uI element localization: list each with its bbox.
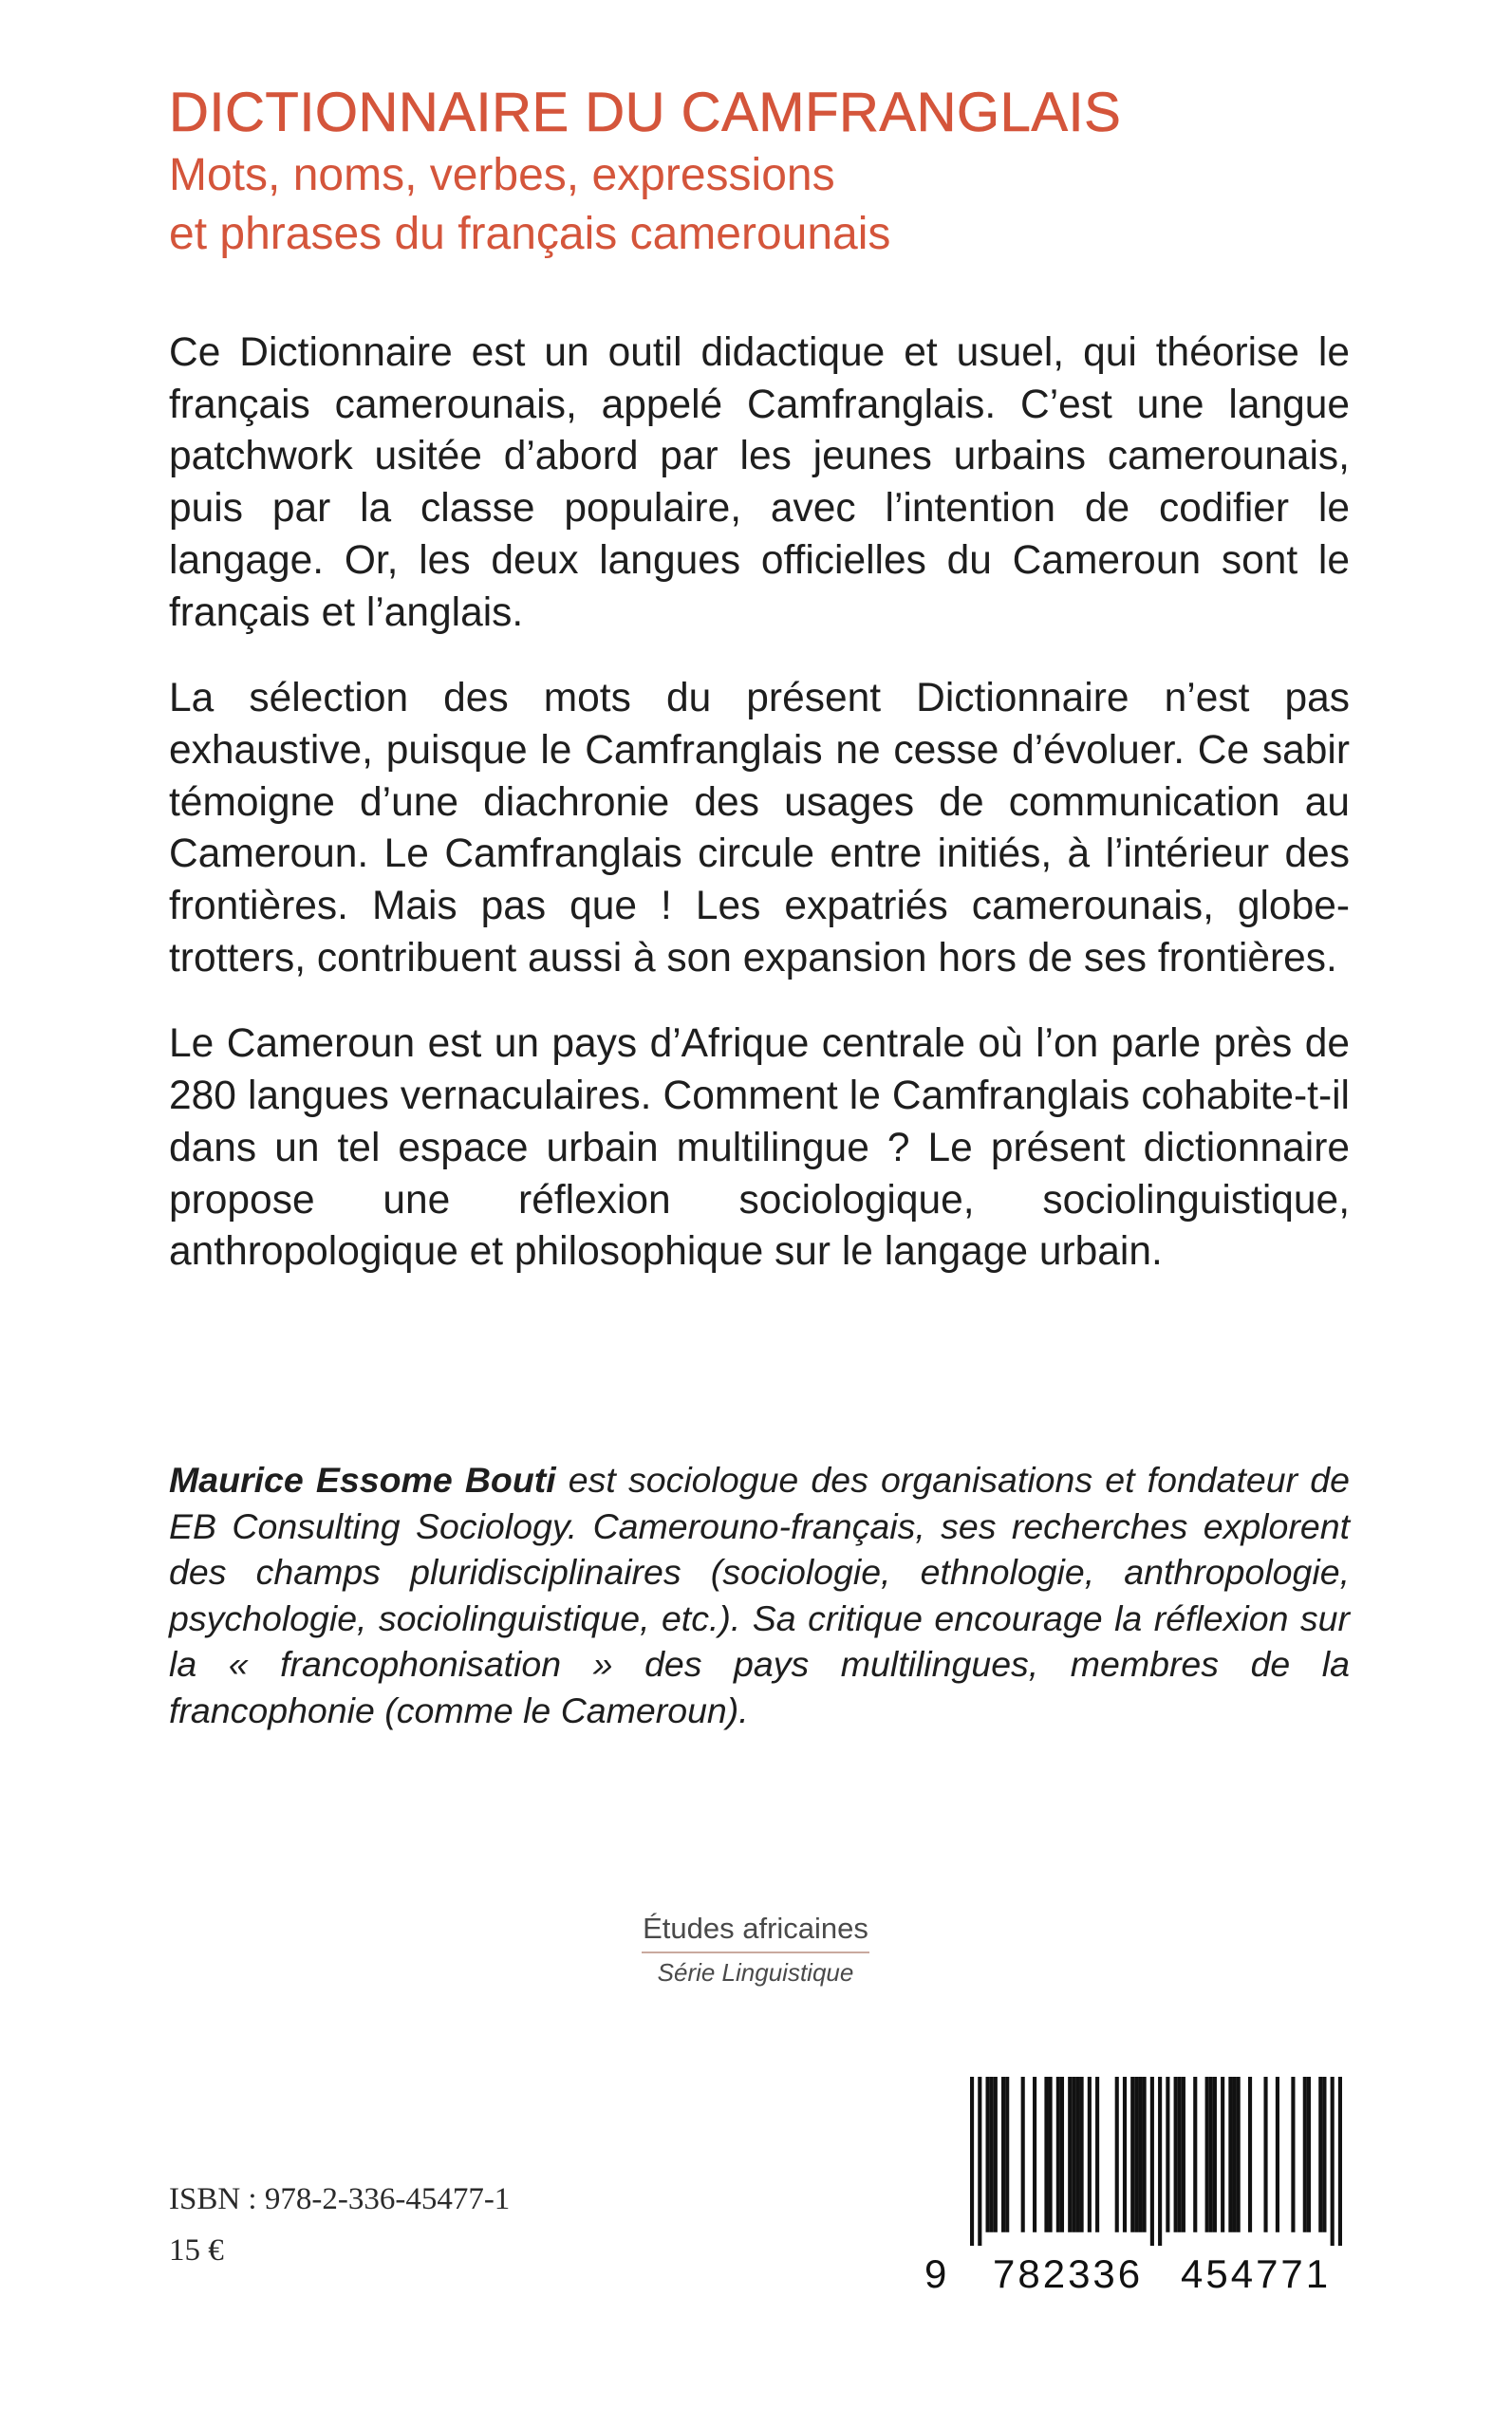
barcode-bar	[1174, 2077, 1178, 2232]
barcode-right-group: 454771	[1181, 2251, 1332, 2296]
barcode-bar	[1158, 2077, 1162, 2246]
barcode-bar	[1228, 2077, 1232, 2232]
barcode-bar	[1237, 2077, 1241, 2232]
book-subtitle-line-1: Mots, noms, verbes, expressions	[169, 150, 835, 200]
barcode-bar	[1088, 2077, 1092, 2232]
barcode-bar	[990, 2077, 994, 2232]
barcode-bar	[1221, 2077, 1224, 2232]
barcode-bar	[1060, 2077, 1064, 2232]
barcode-bar	[1166, 2077, 1169, 2232]
barcode	[923, 2077, 1346, 2308]
barcode-bar	[1318, 2077, 1322, 2232]
barcode-bar	[1130, 2077, 1134, 2232]
barcode-bar	[1072, 2077, 1075, 2232]
barcode-bar	[1307, 2077, 1311, 2232]
blurb	[169, 327, 1350, 1313]
author-name: Maurice Essome Bouti	[169, 1460, 556, 1500]
barcode-bar	[970, 2077, 974, 2246]
barcode-bar	[1056, 2077, 1060, 2232]
barcode-bar	[1075, 2077, 1079, 2232]
barcode-bar	[1193, 2077, 1197, 2232]
author-bio-text: est sociologue des organisations et fondateur de EB Consulting Sociology. Camerouno-français, ses recherches explorent des champs pluridisciplinaires (sociologie, ethnologie, anthropologie, psychologie, sociolinguistique, etc.). Sa critique encourage la réflexion sur la « francophonisation » des pays multilingues, membres de la francophonie (comme le Cameroun).	[169, 1460, 1350, 1730]
blurb-paragraph-2: La sélection des mots du présent Dictionnaire n’est pas exhaustive, puisque le Camfranglais ne cesse d’évoluer. Ce sabir témoigne d’une diachronie des usages de communication au Cameroun. Le Camfranglais circule entre initiés, à l’intérieur des frontières. Mais pas que ! Les expatriés camerounais, globe-trotters, contribuent aussi à son expansion hors de ses frontières.	[169, 676, 1350, 980]
title-block	[169, 80, 1346, 264]
barcode-first-digit: 9	[924, 2251, 947, 2296]
barcode-bar	[1331, 2077, 1335, 2246]
barcode-bar	[1033, 2077, 1036, 2232]
blurb-paragraph-3: Le Cameroun est un pays d’Afrique centrale où l’on parle près de 280 langues vernaculaires. Comment le Camfranglais cohabite-t-il dans un tel espace urbain multilingue ? Le présent dictionnaire propose une réflexion sociologique, sociolinguistique, anthropologique et philosophique sur le langage urbain.	[169, 1021, 1350, 1275]
author-bio	[169, 1457, 1350, 1734]
blurb-paragraph-1: Ce Dictionnaire est un outil didactique et usuel, qui théorise le français camerounais, appelé Camfranglais. C’est une langue patchwork usitée d’abord par les jeunes urbains camerounais, puis par la classe populaire, avec l’intention de codifier le langage. Or, les deux langues officielles du Cameroun sont le français et l’anglais.	[169, 330, 1350, 635]
barcode-bar	[1021, 2077, 1025, 2232]
barcode-bar	[1150, 2077, 1154, 2246]
barcode-bar	[1303, 2077, 1307, 2232]
barcode-bar	[1095, 2077, 1099, 2232]
barcode-bar	[1322, 2077, 1326, 2232]
barcode-bar	[1134, 2077, 1138, 2232]
book-subtitle-line-2: et phrases du français camerounais	[169, 209, 891, 259]
barcode-bar	[1115, 2077, 1119, 2232]
series-block	[607, 1910, 904, 1991]
barcode-digits	[923, 2246, 1346, 2303]
barcode-bar	[1080, 2077, 1084, 2232]
publication-info	[169, 2174, 510, 2276]
barcode-bar	[1138, 2077, 1142, 2232]
barcode-bars-icon	[970, 2077, 1342, 2246]
series-name: Études africaines	[643, 1912, 868, 1945]
barcode-bar	[1213, 2077, 1217, 2232]
barcode-bar	[1001, 2077, 1005, 2232]
barcode-bar	[1248, 2077, 1252, 2232]
barcode-bar	[994, 2077, 998, 2232]
barcode-bar	[1178, 2077, 1182, 2232]
price: 15 €	[169, 2233, 224, 2268]
barcode-bar	[1005, 2077, 1009, 2232]
barcode-bar	[1263, 2077, 1267, 2232]
barcode-bar	[1049, 2077, 1053, 2232]
barcode-bar	[1205, 2077, 1209, 2232]
barcode-bar	[1276, 2077, 1279, 2232]
barcode-bar	[1209, 2077, 1213, 2232]
barcode-bar	[1338, 2077, 1342, 2246]
barcode-bar	[1068, 2077, 1072, 2232]
series-subtitle: Série Linguistique	[657, 1958, 854, 1987]
barcode-bar	[1044, 2077, 1048, 2232]
barcode-bar	[1123, 2077, 1127, 2232]
barcode-bar	[1291, 2077, 1295, 2232]
barcode-bar	[978, 2077, 981, 2246]
barcode-bar	[1182, 2077, 1185, 2232]
barcode-bar	[1232, 2077, 1236, 2232]
isbn-number: ISBN : 978-2-336-45477-1	[169, 2182, 511, 2216]
book-title: DICTIONNAIRE DU CAMFRANGLAIS	[169, 82, 1122, 143]
barcode-bar	[1143, 2077, 1147, 2232]
barcode-bar	[986, 2077, 990, 2232]
barcode-left-group: 782336	[993, 2251, 1144, 2296]
